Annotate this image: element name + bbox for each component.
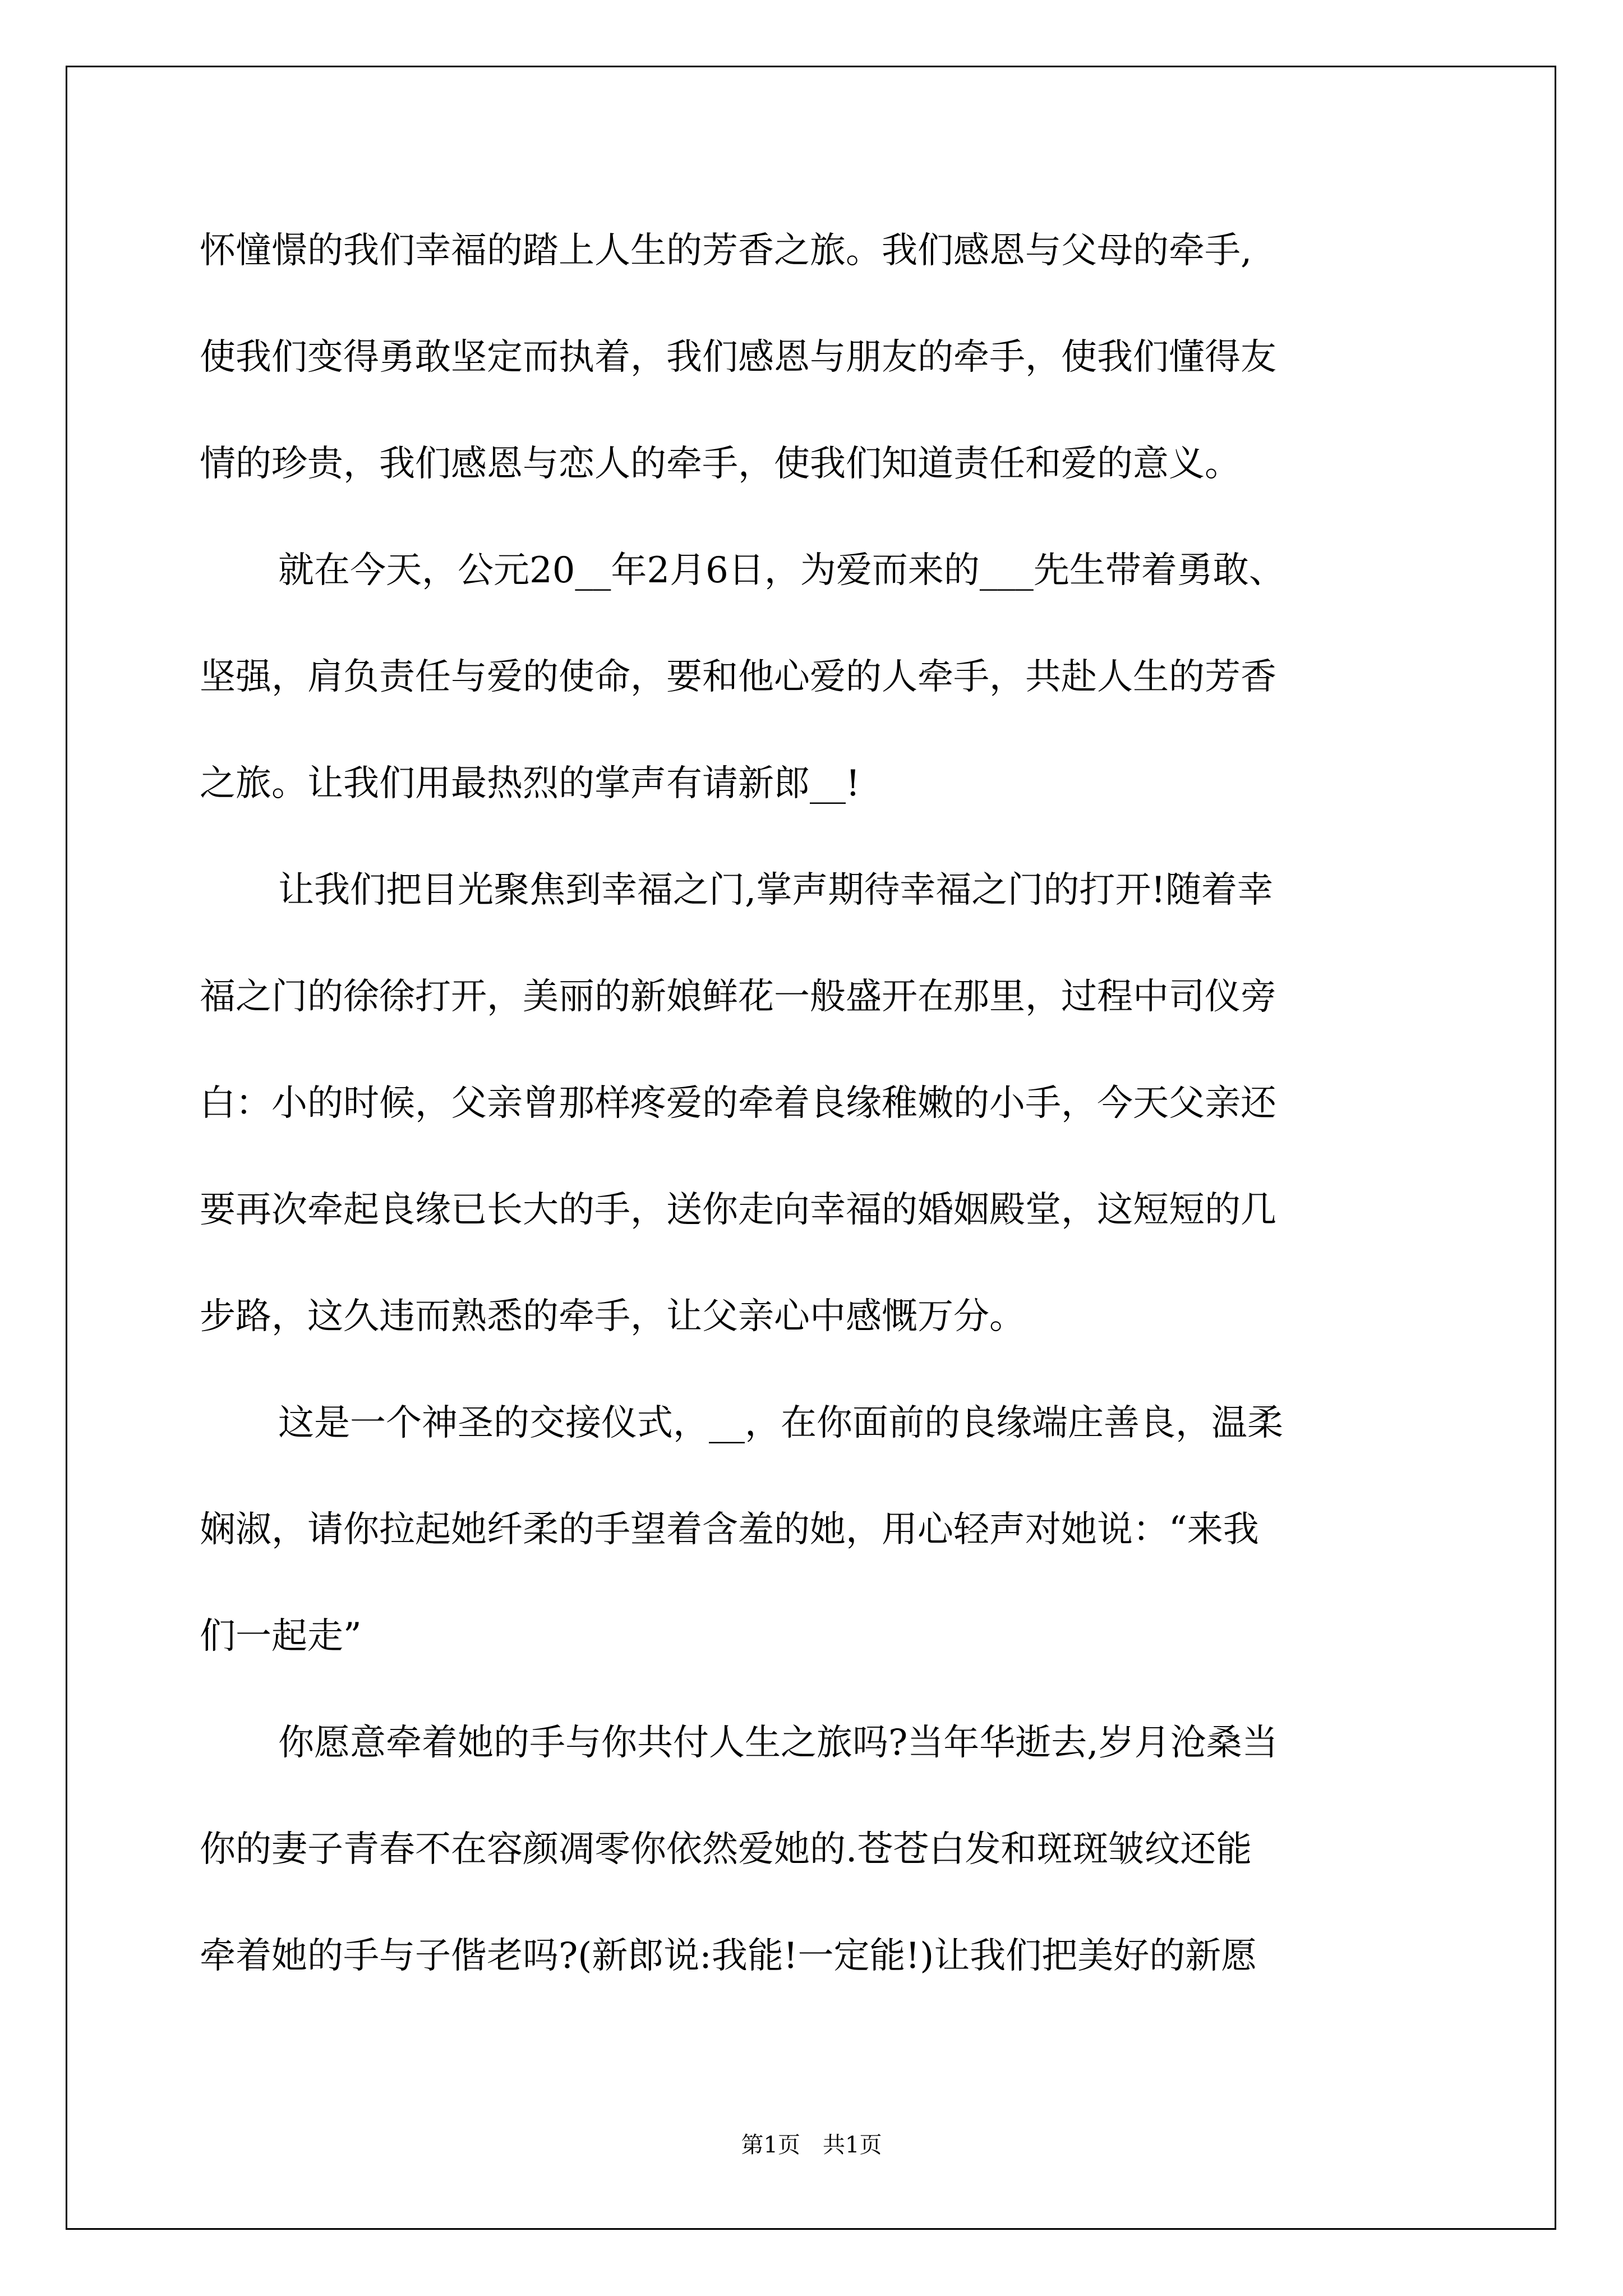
text-line: 步路，这久违而熟悉的牵手，让父亲心中感慨万分。 — [200, 1296, 1025, 1337]
text-line: 怀憧憬的我们幸福的踏上人生的芳香之旅。我们感恩与父母的牵手, — [200, 230, 1252, 272]
paragraph-first-line: 让我们把目光聚焦到幸福之门,掌声期待幸福之门的打开!随着幸 — [278, 869, 1274, 911]
text-line: 福之门的徐徐打开，美丽的新娘鲜花一般盛开在那里，过程中司仪旁 — [200, 976, 1276, 1018]
paragraph-first-line: 就在今天，公元20__年2月6日，为爱而来的___先生带着勇敢、 — [278, 550, 1285, 591]
text-line: 牵着她的手与子偕老吗?(新郎说:我能!一定能!)让我们把美好的新愿 — [200, 1935, 1257, 1977]
text-line: 坚强，肩负责任与爱的使命，要和他心爱的人牵手，共赴人生的芳香 — [200, 656, 1276, 698]
page-number-footer: 第1页 共1页 — [741, 2132, 882, 2158]
text-line: 你的妻子青春不在容颜凋零你依然爱她的.苍苍白发和斑斑皱纹还能 — [200, 1829, 1252, 1870]
text-line: 使我们变得勇敢坚定而执着，我们感恩与朋友的牵手，使我们懂得友 — [200, 337, 1276, 378]
text-line: 要再次牵起良缘已长大的手，送你走向幸福的婚姻殿堂，这短短的几 — [200, 1189, 1276, 1231]
paragraph-first-line: 你愿意牵着她的手与你共付人生之旅吗?当年华逝去,岁月沧桑当 — [278, 1722, 1278, 1764]
text-line: 白：小的时候，父亲曾那样疼爱的牵着良缘稚嫩的小手，今天父亲还 — [200, 1083, 1276, 1124]
text-line: 们一起走” — [200, 1616, 362, 1657]
text-line: 之旅。让我们用最热烈的掌声有请新郎__! — [200, 763, 860, 804]
text-line: 娴淑，请你拉起她纤柔的手望着含羞的她，用心轻声对她说：“来我 — [200, 1509, 1259, 1550]
paragraph-first-line: 这是一个神圣的交接仪式，__，在你面前的良缘端庄善良，温柔 — [278, 1402, 1283, 1444]
text-line: 情的珍贵，我们感恩与恋人的牵手，使我们知道责任和爱的意义。 — [200, 443, 1241, 485]
